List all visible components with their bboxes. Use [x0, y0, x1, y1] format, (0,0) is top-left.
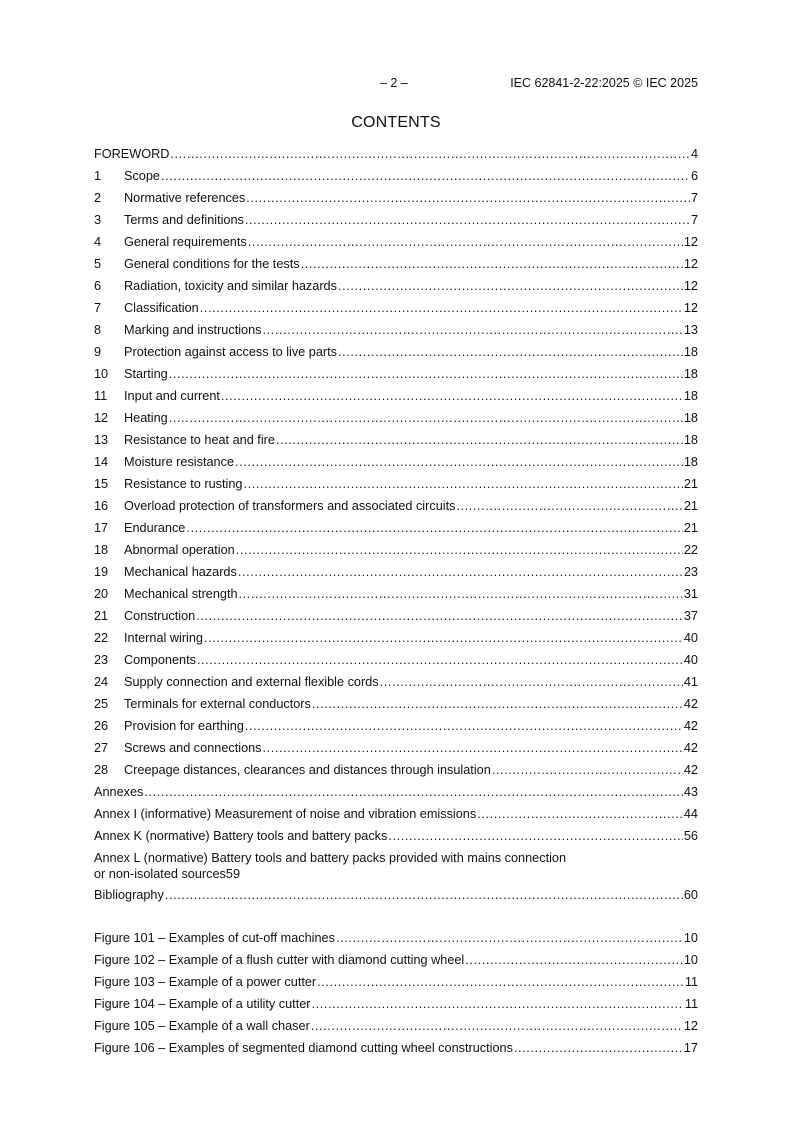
toc-entry[interactable]	[94, 652, 698, 668]
toc-entry[interactable]	[94, 410, 698, 426]
toc-entry-page: 12	[683, 1019, 698, 1033]
toc-entry[interactable]	[94, 696, 698, 712]
toc-entry-title: Terminals for external conductors	[124, 697, 311, 711]
toc-entry-page: 37	[683, 609, 698, 623]
toc-entry-page: 42	[683, 719, 698, 733]
toc-entry-page: 4	[690, 147, 698, 161]
toc-entry-page: 10	[683, 931, 698, 945]
toc-entry-number: 6	[94, 279, 102, 293]
toc-entry-title: Radiation, toxicity and similar hazards	[124, 279, 337, 293]
toc-entry-number: 11	[94, 389, 108, 403]
toc-entry-title: Provision for earthing	[124, 719, 244, 733]
toc-entry[interactable]	[94, 740, 698, 756]
toc-entry-title: Endurance	[124, 521, 186, 535]
dot-leader	[336, 930, 683, 946]
toc-entry-page: 18	[683, 367, 698, 381]
toc-entry[interactable]	[94, 344, 698, 360]
dot-leader	[243, 476, 682, 492]
dot-leader	[144, 784, 683, 800]
toc-entry-page: 18	[683, 345, 698, 359]
dot-leader	[161, 168, 690, 184]
toc-entry[interactable]	[94, 718, 698, 734]
dot-leader	[317, 974, 684, 990]
toc-entry-page: 41	[683, 675, 698, 689]
toc-entry-title: Scope	[124, 169, 160, 183]
toc-entry-title: General conditions for the tests	[124, 257, 300, 271]
toc-entry-title: Creepage distances, clearances and distances through insulation	[124, 763, 491, 777]
dot-leader	[196, 608, 683, 624]
toc-entry-title: Resistance to rusting	[124, 477, 243, 491]
figure-list-entry[interactable]	[94, 996, 698, 1012]
toc-entry-page: 13	[683, 323, 698, 337]
dot-leader	[380, 674, 683, 690]
toc-entry-title: Bibliography	[94, 888, 164, 902]
toc-entry-number: 16	[94, 499, 109, 513]
toc-entry-number: 3	[94, 213, 102, 227]
toc-entry-title: Classification	[124, 301, 199, 315]
toc-entry-title: Annex L (normative) Battery tools and battery packs provided with mains connection	[94, 851, 567, 865]
toc-entry-number: 17	[94, 521, 109, 535]
dot-leader	[246, 190, 690, 206]
dot-leader	[200, 300, 683, 316]
dot-leader	[301, 256, 683, 272]
toc-entry-number: 10	[94, 367, 109, 381]
toc-entry-title: Supply connection and external flexible cords	[124, 675, 379, 689]
toc-entry-page: 44	[683, 807, 698, 821]
toc-entry[interactable]	[94, 630, 698, 646]
toc-entry-page: 7	[690, 213, 698, 227]
toc-entry-number: 20	[94, 587, 109, 601]
toc-entry-annex-l[interactable]	[94, 850, 698, 882]
toc-entry[interactable]	[94, 366, 698, 382]
toc-entry-number: 21	[94, 609, 109, 623]
toc-entry[interactable]	[94, 564, 698, 580]
toc-entry[interactable]	[94, 498, 698, 514]
toc-entry-number: 8	[94, 323, 102, 337]
dot-leader	[465, 952, 683, 968]
toc-entry-title: Figure 101 – Examples of cut-off machines	[94, 931, 335, 945]
toc-entry-title: Figure 104 – Example of a utility cutter	[94, 997, 311, 1011]
toc-entry-title: Moisture resistance	[124, 455, 234, 469]
toc-entry-number: 26	[94, 719, 109, 733]
dot-leader	[311, 1018, 683, 1034]
dot-leader	[165, 887, 683, 903]
dot-leader	[248, 234, 683, 250]
dot-leader	[514, 1040, 683, 1056]
toc-entry-title: Starting	[124, 367, 168, 381]
toc-entry-page: 60	[683, 888, 698, 902]
toc-entry[interactable]	[94, 454, 698, 470]
dot-leader	[338, 344, 683, 360]
dot-leader	[236, 542, 683, 558]
dot-leader	[245, 212, 690, 228]
toc-entry-title: FOREWORD	[94, 147, 170, 161]
dot-leader	[263, 322, 683, 338]
toc-entry-number: 5	[94, 257, 102, 271]
toc-entry-page: 23	[683, 565, 698, 579]
toc-entry[interactable]	[94, 806, 698, 822]
toc-entry-number: 18	[94, 543, 109, 557]
toc-entry-title: Input and current	[124, 389, 220, 403]
dot-leader	[239, 586, 683, 602]
toc-entry-number: 27	[94, 741, 109, 755]
toc-entry-number: 4	[94, 235, 102, 249]
toc-entry-number: 12	[94, 411, 109, 425]
toc-entry-title: Mechanical hazards	[124, 565, 237, 579]
toc-entry-number: 28	[94, 763, 109, 777]
toc-entry-title: Protection against access to live parts	[124, 345, 337, 359]
toc-entry-page: 12	[683, 257, 698, 271]
dot-leader	[197, 652, 683, 668]
figure-list-entry[interactable]	[94, 1018, 698, 1034]
page-number: – 2 –	[380, 76, 408, 90]
toc-entry-number: 13	[94, 433, 109, 447]
dot-leader	[186, 520, 683, 536]
toc-entry-number: 15	[94, 477, 109, 491]
toc-entry-title: Annex K (normative) Battery tools and battery packs	[94, 829, 388, 843]
toc-entry-page: 12	[683, 279, 698, 293]
toc-entry[interactable]	[94, 300, 698, 316]
toc-entry-title: Marking and instructions	[124, 323, 262, 337]
dot-leader	[263, 740, 683, 756]
toc-entry[interactable]	[94, 256, 698, 272]
toc-entry-title: Internal wiring	[124, 631, 203, 645]
toc-entry-page: 10	[683, 953, 698, 967]
toc-entry[interactable]	[94, 828, 698, 844]
toc-entry[interactable]	[94, 608, 698, 624]
dot-leader	[312, 996, 684, 1012]
toc-entry-title: Abnormal operation	[124, 543, 235, 557]
toc-entry-title: Overload protection of transformers and associated circuits	[124, 499, 456, 513]
toc-entry[interactable]	[94, 278, 698, 294]
toc-entry[interactable]	[94, 674, 698, 690]
toc-entry[interactable]	[94, 212, 698, 228]
toc-entry-number: 2	[94, 191, 102, 205]
toc-entry-title: Figure 102 – Example of a flush cutter with diamond cutting wheel	[94, 953, 465, 967]
toc-entry[interactable]	[94, 586, 698, 602]
toc-entry-page: 42	[683, 763, 698, 777]
toc-entry-page: 42	[683, 741, 698, 755]
dot-leader	[245, 718, 683, 734]
figure-list-entry[interactable]	[94, 1040, 698, 1056]
toc-entry-page: 21	[683, 477, 698, 491]
toc-entry-number: 25	[94, 697, 109, 711]
dot-leader	[492, 762, 683, 778]
page-header	[94, 76, 698, 92]
toc-entry-number: 22	[94, 631, 109, 645]
toc-entry-number: 7	[94, 301, 102, 315]
dot-leader	[169, 366, 683, 382]
toc-entry-title: Annexes	[94, 785, 144, 799]
toc-entry-title: Figure 106 – Examples of segmented diamond cutting wheel constructions	[94, 1041, 513, 1055]
toc-entry-page: 12	[683, 235, 698, 249]
toc-entry[interactable]	[94, 146, 698, 162]
toc-entry-page: 43	[683, 785, 698, 799]
figure-list-entry[interactable]	[94, 974, 698, 990]
dot-leader	[235, 454, 683, 470]
dot-leader	[312, 696, 683, 712]
toc-entry-page: 40	[683, 653, 698, 667]
toc-entry-title: Components	[124, 653, 196, 667]
toc-entry-title: Heating	[124, 411, 168, 425]
toc-entry-page: 42	[683, 697, 698, 711]
toc-entry[interactable]	[94, 520, 698, 536]
toc-entry-title: General requirements	[124, 235, 247, 249]
toc-entry-page: 31	[683, 587, 698, 601]
standard-designation: IEC 62841-2-22:2025 © IEC 2025	[510, 76, 698, 90]
toc-entry-title: Annex I (informative) Measurement of noise and vibration emissions	[94, 807, 477, 821]
toc-entry-title: Construction	[124, 609, 196, 623]
toc-entry[interactable]	[94, 168, 698, 184]
toc-entry[interactable]	[94, 784, 698, 800]
toc-entry-title: Normative references	[124, 191, 246, 205]
toc-entry[interactable]	[94, 476, 698, 492]
toc-entry-page: 7	[690, 191, 698, 205]
toc-entry-title: Figure 103 – Example of a power cutter	[94, 975, 317, 989]
dot-leader	[276, 432, 683, 448]
toc-entry[interactable]	[94, 762, 698, 778]
toc-entry-number: 1	[94, 169, 102, 183]
toc-entry-page: 21	[683, 521, 698, 535]
toc-entry-title: Screws and connections	[124, 741, 262, 755]
toc-entry[interactable]	[94, 542, 698, 558]
toc-entry-page: 11	[684, 975, 698, 989]
toc-entry[interactable]	[94, 432, 698, 448]
dot-leader	[456, 498, 682, 514]
toc-entry-title: Resistance to heat and fire	[124, 433, 275, 447]
toc-entry-page: 12	[683, 301, 698, 315]
dot-leader	[204, 630, 683, 646]
toc-entry[interactable]	[94, 234, 698, 250]
figure-list-entry[interactable]	[94, 952, 698, 968]
toc-entry-page: 56	[683, 829, 698, 843]
dot-leader	[338, 278, 683, 294]
toc-entry-page: 59	[225, 867, 241, 881]
dot-leader	[388, 828, 683, 844]
dot-leader	[170, 146, 690, 162]
dot-leader	[221, 388, 683, 404]
dot-leader	[477, 806, 683, 822]
toc-entry-page: 22	[683, 543, 698, 557]
toc-entry-page: 18	[683, 389, 698, 403]
toc-entry-number: 9	[94, 345, 102, 359]
toc-entry[interactable]	[94, 388, 698, 404]
toc-entry-page: 6	[690, 169, 698, 183]
toc-entry-page: 11	[684, 997, 698, 1011]
toc-entry-number: 14	[94, 455, 109, 469]
toc-entry-title: Mechanical strength	[124, 587, 238, 601]
dot-leader	[169, 410, 683, 426]
toc-entry[interactable]	[94, 322, 698, 338]
toc-entry-number: 19	[94, 565, 109, 579]
page-title: CONTENTS	[351, 114, 441, 131]
toc-entry-page: 18	[683, 455, 698, 469]
toc-entry-title: Terms and definitions	[124, 213, 244, 227]
toc-entry-bibliography[interactable]	[94, 887, 698, 903]
toc-entry[interactable]	[94, 190, 698, 206]
toc-entry-page: 18	[683, 411, 698, 425]
toc-entry-page: 40	[683, 631, 698, 645]
toc-entry-number: 24	[94, 675, 109, 689]
toc-entry-title-continued: or non-isolated sources	[94, 867, 226, 881]
toc-entry-page: 18	[683, 433, 698, 447]
toc-entry-page: 17	[683, 1041, 698, 1055]
toc-entry-title: Figure 105 – Example of a wall chaser	[94, 1019, 310, 1033]
toc-entry-page: 21	[683, 499, 698, 513]
dot-leader	[238, 564, 683, 580]
toc-entry-number: 23	[94, 653, 109, 667]
figure-list-entry[interactable]	[94, 930, 698, 946]
